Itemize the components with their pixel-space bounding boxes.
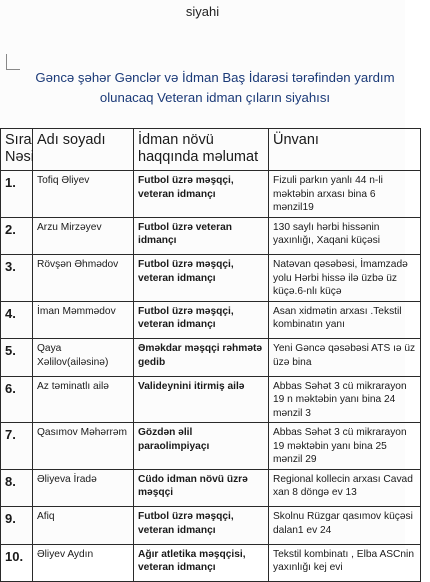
column-header-number: Sıra Nəsi: [1, 129, 33, 171]
table-row: [1, 217, 421, 255]
row-sport: Gözdən əlil paraolimpiyaçı: [134, 423, 269, 470]
table-row: [1, 544, 421, 582]
row-number: 7.: [1, 423, 33, 470]
row-sport: Ağır atletika məşqçisi, veteran idmançı: [134, 544, 269, 582]
row-address: Skolnu Rüzgar qasımov küçəsi dalan1 ev 24: [269, 507, 421, 545]
row-number: 1.: [1, 171, 33, 218]
row-address: Regional kollecin arxası Cavad xan 8 döngə ev 13: [269, 469, 421, 507]
table-row: [1, 507, 421, 545]
row-name: Qasımov Məhərrəm: [33, 423, 134, 470]
row-sport: Əməkdar məşqçi rəhmətə gedib: [134, 339, 269, 377]
row-name: Rövşən Əhmədov: [33, 255, 134, 302]
table-row: [1, 376, 421, 423]
row-name: İman Məmmədov: [33, 301, 134, 339]
row-number: 9.: [1, 507, 33, 545]
row-address: Abbas Səhət 3 cü mikrarayon 19 n məktəbin yanı bina 24 mənzil 3: [269, 376, 421, 423]
row-address: Tekstil kombinatı , Elba ASCnin yaxınlığı kej evi: [269, 544, 421, 582]
table-row: [1, 301, 421, 339]
row-name: Az təminatlı ailə: [33, 376, 134, 423]
row-address: Fizuli parkın yanlı 44 n-li məktəbin arxası bina 6 mənzil19: [269, 171, 421, 218]
table-row: [1, 469, 421, 507]
table-header-row: [1, 129, 421, 171]
row-sport: Cüdo idman növü üzrə məşqçi: [134, 469, 269, 507]
row-sport: Futbol üzrə məşqçi, veteran idmançı: [134, 301, 269, 339]
row-number: 2.: [1, 217, 33, 255]
row-name: Əliyev Aydın: [33, 544, 134, 582]
row-number: 3.: [1, 255, 33, 302]
row-number: 10.: [1, 544, 33, 582]
row-name: Qaya Xəlilov(ailəsinə): [33, 339, 134, 377]
column-header-sport: İdman növü haqqında məlumat: [134, 129, 269, 171]
column-header-name: Adı soyadı: [33, 129, 134, 171]
veterans-table: [0, 128, 421, 582]
document-title: [0, 68, 430, 108]
table-row: [1, 423, 421, 470]
page-heading-fragment: siyahi: [185, 4, 220, 19]
row-sport: Valideynini itirmiş ailə: [134, 376, 269, 423]
row-address: Asan xidmətin arxası .Tekstil kombinatın yanı: [269, 301, 421, 339]
column-header-address: Ünvanı: [269, 129, 421, 171]
row-address: Yeni Gəncə qəsəbəsi ATS ıə üz üzə bina: [269, 339, 421, 377]
row-number: 6.: [1, 376, 33, 423]
row-name: Arzu Mirzəyev: [33, 217, 134, 255]
row-sport: Futbol üzrə veteran idmançı: [134, 217, 269, 255]
row-sport: Futbol üzrə məşqçi, veteran idmançı: [134, 255, 269, 302]
table-row: [1, 171, 421, 218]
row-name: Əliyeva İradə: [33, 469, 134, 507]
row-sport: Futbol üzrə məşqçi, veteran idmançı: [134, 507, 269, 545]
table-row: [1, 255, 421, 302]
row-number: 5.: [1, 339, 33, 377]
row-number: 4.: [1, 301, 33, 339]
row-name: Afiq: [33, 507, 134, 545]
table-row: [1, 339, 421, 377]
row-sport: Futbol üzrə məşqçi, veteran idmançı: [134, 171, 269, 218]
row-name: Tofiq Əliyev: [33, 171, 134, 218]
row-address: Abbas Səhət 3 cü mikrarayon 19 məktəbin yanı bina 25 mənzil 29: [269, 423, 421, 470]
row-number: 8.: [1, 469, 33, 507]
row-address: Natəvan qəsəbəsi, İmamzadə yolu Hərbi hissə ilə üzbə üz küçə.6-nlı küçə: [269, 255, 421, 302]
row-address: 130 saylı hərbi hissənin yaxınlığı, Xaqani küçəsi: [269, 217, 421, 255]
title-line-1: Gəncə şəhər Gənclər və İdman Baş İdarəsi tərəfindən yardım: [35, 70, 395, 85]
title-line-2: olunacaq Veteran idman çıların siyahısı: [99, 90, 331, 105]
